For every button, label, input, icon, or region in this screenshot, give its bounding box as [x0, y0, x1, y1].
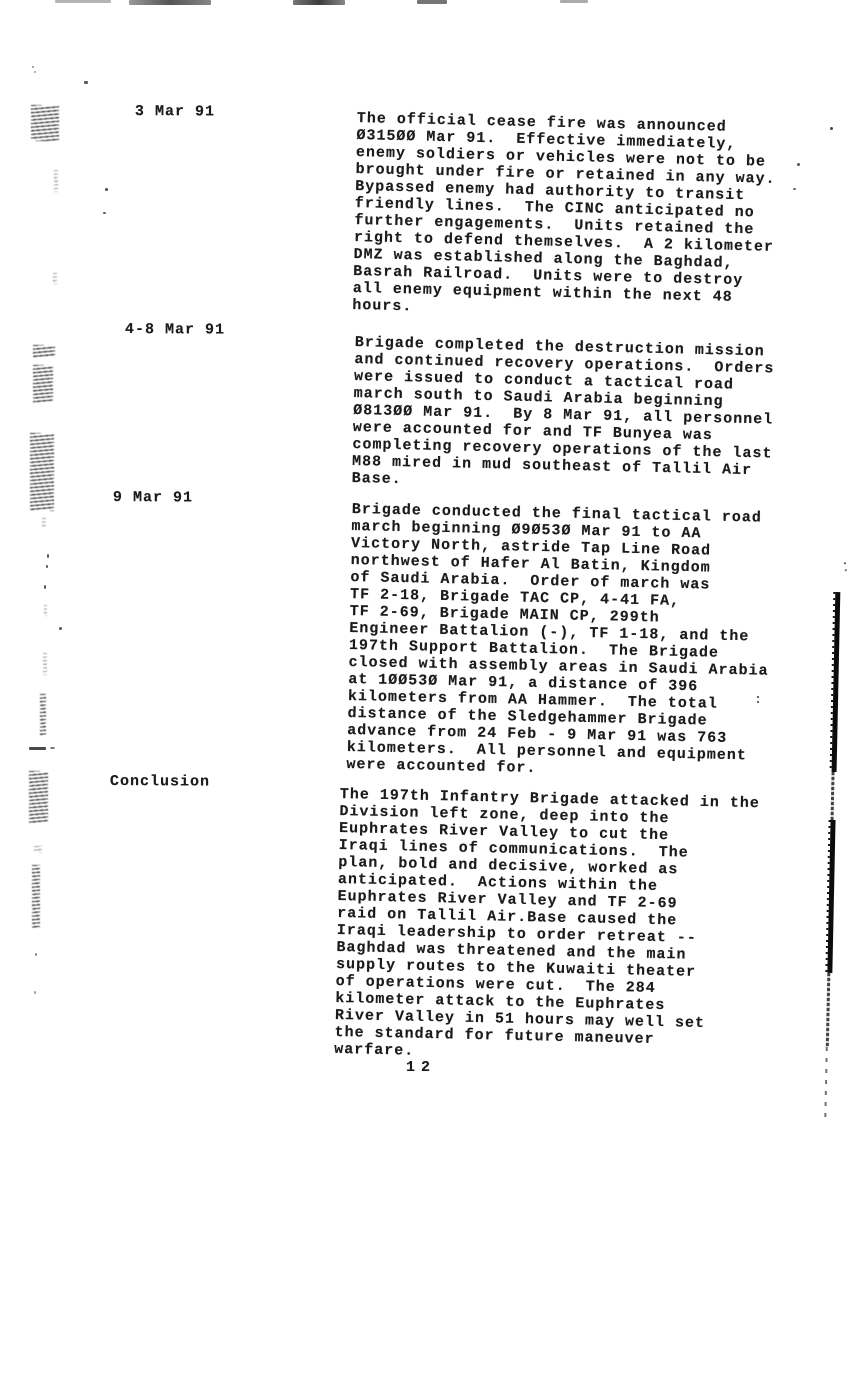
- margin-label-9-mar-91: 9 Mar 91: [112, 489, 194, 507]
- scan-speck: [35, 953, 37, 956]
- scan-smudge: [30, 433, 54, 511]
- margin-label-3-mar-91: 3 Mar 91: [134, 103, 216, 121]
- paragraph-conclusion: The 197th Infantry Brigade attacked in the Division left zone, deep into the Euphrates River Valley to cut the Iraqi lines of communications. The plan, bold and decisive, worked as anticipated. Actions within the Euphrates River Valley and TF 2-69 raid on Tallil Air.Base caused the Iraqi leadership to order retreat -- Baghdad was threatened and the main supply routes to the Kuwaiti theater of operations were cut. The 284 kilometer attack to the Euphrates River Valley in 51 hours may well set the standard for future maneuver warfare.: [334, 786, 760, 1060]
- scan-speck: [50, 747, 55, 749]
- scan-smudge: [53, 273, 57, 284]
- scan-smudge: [29, 771, 48, 823]
- scan-speck: [103, 212, 106, 214]
- scan-smudge: [33, 345, 55, 357]
- scan-speck: [34, 71, 36, 73]
- scan-binding-bar: [824, 560, 844, 1125]
- scan-speck: [34, 991, 36, 994]
- scan-smudge: [33, 365, 53, 403]
- scan-smudge: [43, 653, 47, 675]
- margin-label-conclusion: Conclusion: [109, 773, 211, 791]
- scan-smudge: [31, 105, 59, 141]
- scan-speck: [44, 585, 46, 589]
- margin-label-4-8-mar-91: 4-8 Mar 91: [124, 321, 226, 339]
- scan-smudge: [40, 694, 46, 736]
- scan-smudge: [34, 846, 42, 853]
- scan-artifact: [55, 0, 111, 3]
- scan-speck: [793, 188, 796, 190]
- scan-artifact: [29, 747, 46, 750]
- scan-speck: [105, 188, 108, 191]
- scan-speck: [46, 565, 48, 568]
- scan-artifact: [129, 0, 211, 5]
- scan-smudge: [42, 518, 46, 528]
- scan-smudge: [44, 605, 47, 616]
- scan-artifact: [417, 0, 447, 4]
- scan-speck: [797, 163, 800, 166]
- scan-artifact: [293, 0, 345, 5]
- scan-smudge: [32, 865, 40, 929]
- scan-artifact: [560, 0, 588, 3]
- page-number: 12: [406, 1059, 437, 1076]
- scan-speck: [830, 127, 833, 130]
- scan-speck: [59, 627, 62, 630]
- paragraph-cease-fire: The official cease fire was announced Ø315ØØ Mar 91. Effective immediately, enemy soldiers or vehicles were not to be brought under fire or retained in any way. Bypassed enemy had authority to transit friendly lines. The CINC anticipated no further engagements. Units retained the right to defend themselves. A 2 kilometer DMZ was established along the Baghdad, Basrah Railroad. Units were to destroy all enemy equipment within the next 48 hours.: [352, 110, 776, 316]
- scan-speck: [47, 554, 49, 558]
- scan-smudge: [54, 170, 58, 192]
- paragraph-recovery-operations: Brigade completed the destruction mission and continued recovery operations. Orders were issued to conduct a tactical road march south to Saudi Arabia beginning Ø813ØØ Mar 91. By 8 Mar 91, all personnel were accounted for and TF Bunyea was completing recovery operations of the last M88 mired in mud southeast of Tallil Air Base.: [351, 334, 775, 489]
- scan-speck: [84, 81, 88, 84]
- paragraph-final-road-march: Brigade conducted the final tactical road march beginning Ø9Ø53Ø Mar 91 to AA Victory North, astride Tap Line Road northwest of Hafer Al Batin, Kingdom of Saudi Arabia. Order of march was TF 2-18, Brigade TAC CP, 4-41 FA, TF 2-69, Brigade MAIN CP, 299th Engineer Battalion (-), TF 1-18, and the 197th Support Battalion. The Brigade closed with assembly areas in Saudi Arabia at 1ØØ53Ø Mar 91, a distance of 396 kilometers from AA Hammer. The total distance of the Sledgehammer Brigade advance from 24 Feb - 9 Mar 91 was 763 kilometers. All personnel and equipment were accounted for.: [346, 501, 769, 777]
- scan-speck: [32, 66, 34, 68]
